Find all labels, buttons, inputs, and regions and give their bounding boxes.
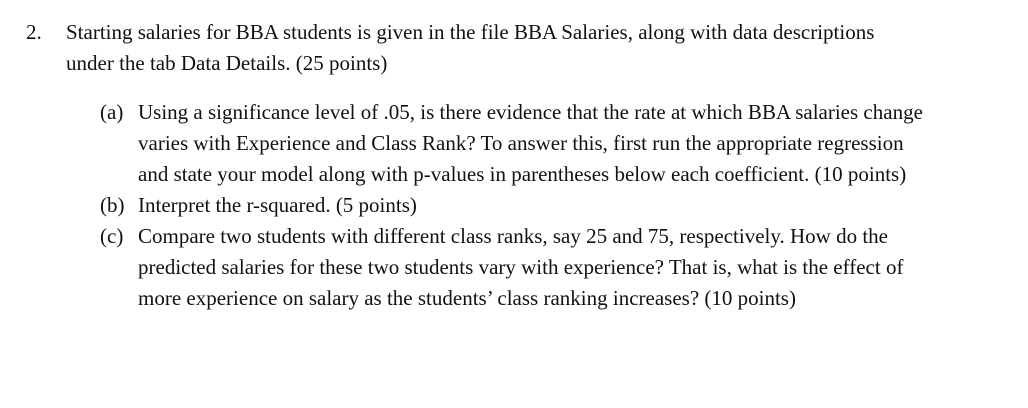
question-header [26,17,1006,79]
question-number: 2. [26,20,42,44]
question-parts-list [26,97,1006,314]
part-a-line-2: varies with Experience and Class Rank? To answer this, first run the appropriate regression [138,131,904,155]
part-a-label: (a) [100,100,124,124]
part-a [100,97,1006,190]
part-b-line-1: Interpret the r-squared. (5 points) [138,193,417,217]
part-c-line-3: more experience on salary as the students’ class ranking increases? (10 points) [138,286,796,310]
part-b-label: (b) [100,193,125,217]
part-a-line-3: and state your model along with p-values in parentheses below each coefficient. (10 points) [138,162,907,186]
part-c-label: (c) [100,224,124,248]
part-a-line-1: Using a significance level of .05, is there evidence that the rate at which BBA salaries change [138,100,923,124]
question-text-line-1: Starting salaries for BBA students is given in the file BBA Salaries, along with data descriptions [66,20,875,44]
part-b [100,190,1006,221]
part-c [100,221,1006,314]
part-c-line-2: predicted salaries for these two students vary with experience? That is, what is the effect of [138,255,904,279]
question-text-line-2: under the tab Data Details. (25 points) [66,51,388,75]
part-c-line-1: Compare two students with different class ranks, say 25 and 75, respectively. How do the [138,224,889,248]
question-block [26,17,1006,314]
